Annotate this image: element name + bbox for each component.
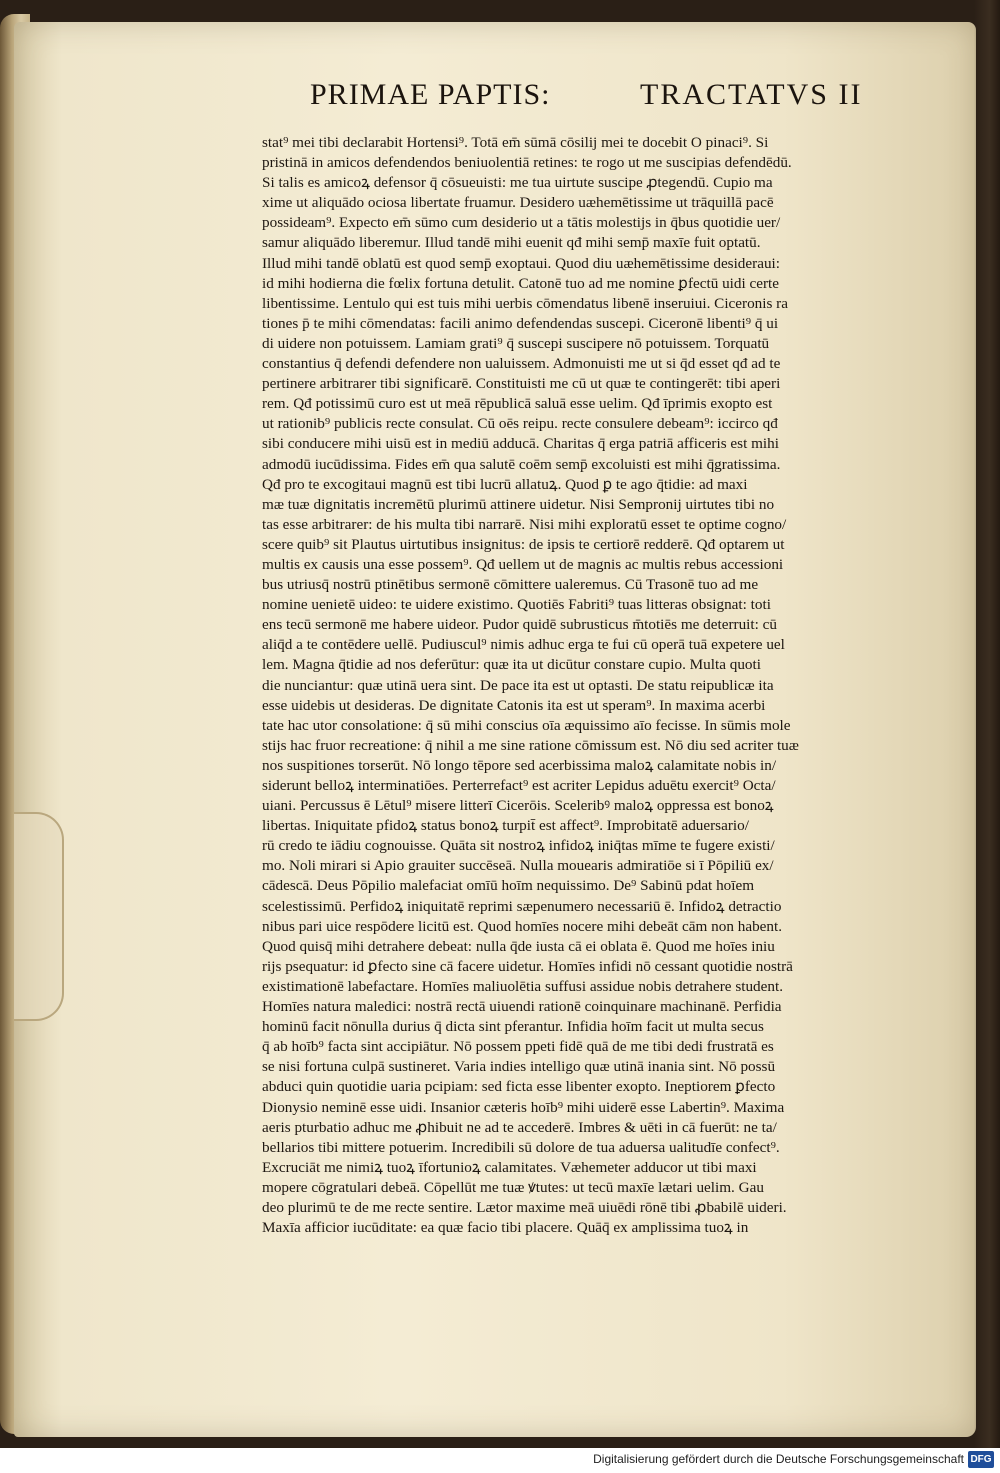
text-line: existimationē labefactare. Homīes maliuolētia suffusi assidue nobis detrahere student.: [262, 977, 784, 995]
text-line: constantius q̄ defendi defendere non ualuissem. Admonuisti me ut si q̄d esset qđ ad te: [262, 355, 781, 373]
text-line: mopere cōgratulari debeā. Cōpellūt me tuæ ꝟtutes: ut tecū maxīe lætari uelim. Gau: [262, 1178, 764, 1196]
text-line: rijs psequatur: id ꝑfecto sine cā facere uidetur. Homīes infidi nō cessant quotidie nostrā: [262, 957, 793, 975]
text-line: admodū iucūdissima. Fides em̄ qua salutē coēm semp̄ excoluisti est mihi q̄gratissima.: [262, 455, 781, 473]
text-line: pristinā in amicos defendendos beniuolentiā retines: te rogo ut me suscipias defendēdū.: [262, 154, 792, 172]
text-line: aliq̄d a te contēdere uellē. Pudiuscul⁹ nimis adhuc erga te fui cū operā tuā expetere uel: [262, 636, 785, 654]
text-line: Dionysio neminē esse uidi. Insanior cæteris hoīb⁹ mihi uiderē esse Labertin⁹. Maxima: [262, 1098, 785, 1116]
text-line: uiani. Percussus ē Lētul⁹ misere litterī Cicerōis. Sceleribꝰ maloꝝ oppressa est bonoꝝ: [262, 797, 774, 815]
text-line: xime ut aliquādo ociosa libertate fruamur. Desidero uæhemētissime ut trāquillā pacē: [262, 194, 774, 212]
text-line: Quod quisq̄ mihi detrahere debeat: nulla q̄de iusta cā ei oblata ē. Quod me hoīes iniu: [262, 937, 775, 955]
text-line: deo plurimū te de me recte sentire. Lætor maxime meā uiuēdi rōnē tibi ꝓbabilē uideri.: [262, 1198, 787, 1216]
header-left: PRIMAE PAPTIS:: [310, 78, 551, 111]
text-line: se nisi fortuna culpā sustineret. Varia indies intelligo quæ utinā inania sint. Nō possū: [262, 1058, 776, 1076]
text-line: ens tecū sermonē me habere uideor. Pudor quidē subrusticus m̄totiēs me deterruit: cū: [262, 616, 777, 634]
text-line: multis ex causis una esse possem⁹. Qđ uellem ut de magnis ac multis rebus accessioni: [262, 555, 784, 573]
text-line: bellarios tibi mittere potuerim. Incredibili sū dolore de tua aduersa ualitudīe confect⁹.: [262, 1138, 780, 1156]
text-line: di uidere non potuissem. Lamiam grati⁹ q̄ suscepi suscipere nō potuissem. Torquatū: [262, 334, 770, 352]
text-line: mæ tuæ dignitatis incremētū plurimū attinere uidetur. Nisi Sempronij uirtutes tibi no: [262, 495, 775, 513]
text-line: scelestissimū. Perfidoꝝ iniquitatē reprimi sæpenumero necessariū ē. Infidoꝝ detractio: [262, 897, 782, 915]
text-line: bus utriusq̄ nostrū ptinētibus sermonē cōmittere ualeremus. Cū Trasonē tuo ad me: [262, 576, 759, 594]
text-line: Homīes natura maledici: nostrā rectā uiuendi rationē coinquinare machinanē. Perfidia: [262, 998, 782, 1016]
funding-credit: Digitalisierung gefördert durch die Deutsche Forschungsgemeinschaft: [593, 1452, 964, 1466]
text-line: id mihi hodierna die fœlix fortuna detulit. Catonē tuo ad me nomine ꝑfectū uidi certe: [262, 274, 780, 292]
text-line: libentissime. Lentulo qui est tuis mihi uerbis cōmendatus libenē inseruiui. Ciceronis ra: [262, 294, 788, 312]
text-line: siderunt belloꝝ interminatiōes. Perterrefact⁹ est acriter Lepidus aduētu exercit⁹ Octa/: [262, 777, 776, 794]
text-line: nos suspitiones torserūt. Nō longo tēpore sed acerbissima maloꝝ calamitate nobis in/: [262, 756, 777, 774]
gutter-shadow: [974, 0, 1000, 1448]
text-line: rem. Qđ potissimū curo est ut meā rēpublicā saluā esse uelim. Qđ īprimis exopto est: [262, 395, 773, 413]
text-line: hominū facit nōnulla durius q̄ dicta sint pferantur. Infidia hoīm facit ut multa secus: [262, 1018, 764, 1036]
text-line: Qđ pro te excogitaui magnū est tibi lucrū allatuꝝ. Quod ꝑ te ago q̄tidie: ad maxi: [262, 475, 748, 493]
page-clip: [14, 812, 64, 1021]
text-line: scere quib⁹ sit Plautus uirtutibus insignitus: de ipsis te certiorē redderē. Qđ optarem ut: [262, 535, 785, 553]
text-line: pertinere arbitrarer tibi significarē. Constituisti me cū ut quæ te contingerēt: tibi aperi: [262, 375, 781, 393]
text-line: stat⁹ mei tibi declarabit Hortensi⁹. Totā em̄ sūmā cōsilij mei te docebit O pinaci⁹. Si: [262, 134, 769, 151]
text-line: q̄ ab hoīb⁹ facta sint accipiātur. Nō possem ppeti fidē quā de me tibi dedi frustratā es: [262, 1038, 774, 1056]
text-line: tiones p̄ te mihi cōmendatas: facili animo defendendas suscepi. Ciceronē libenti⁹ q̄ ui: [262, 314, 779, 332]
text-line: possideam⁹. Expecto em̄ sūmo cum desiderio ut a tātis molestijs in q̄bus quotidie uer/: [262, 214, 781, 232]
text-line: nomine uenietē uideo: te uidere existimo. Quotiēs Fabriti⁹ tuas litteras obsignat: toti: [262, 596, 771, 614]
text-line: stijs hac fruor recreatione: q̄ nihil a me sine ratione cōmissum est. Nō diu sed acriter tuæ: [262, 736, 799, 754]
text-line: die nunciantur: quæ utinā uera sint. De pace ita est ut optasti. De statu reipublicæ ita: [262, 676, 774, 694]
footer-bar: [0, 1448, 1000, 1473]
text-line: nibus pari uice respōdere licitū est. Quod homīes nocere mihi debeāt cām non habent.: [262, 917, 783, 935]
text-line: libertas. Iniquitate pfidoꝝ status bonoꝝ turpit̄ est affect⁹. Improbitatē aduersario/: [262, 817, 749, 835]
text-line: mo. Noli mirari si Apio grauiter succēseā. Nulla mouearis admiratiōe si ī Pōpiliū ex/: [262, 857, 774, 875]
body-text: [262, 133, 938, 1238]
text-line: Maxīa afficior iucūditate: ea quæ facio tibi placere. Quāq̄ ex amplissima tuoꝝ in: [262, 1219, 749, 1237]
dfg-logo: DFG: [968, 1451, 994, 1468]
text-line: tas esse arbitrarer: de his multa tibi narrarē. Nisi mihi exploratū esset te optime cogno/: [262, 515, 787, 533]
text-line: samur aliquādo liberemur. Illud tandē mihi euenit qđ mihi semp̄ maxīe fuit optatū.: [262, 234, 761, 252]
text-line: ut rationib⁹ publicis recte consulat. Cū oēs reipu. recte consulere debeam⁹: iccirco qđ: [262, 415, 778, 433]
text-line: tate hac utor consolatione: q̄ sū mihi conscius oīa æquissimo aīo fecisse. In sūmis mole: [262, 716, 791, 734]
text-line: lem. Magna q̄tidie ad nos deferūtur: quæ ita ut dicūtur constare cupio. Multa quoti: [262, 656, 761, 674]
text-line: cādescā. Deus Pōpilio malefaciat omīū hoīm nequissimo. De⁹ Sabinū pdat hoīem: [262, 877, 755, 895]
text-line: esse uidebis ut desideras. De dignitate Catonis ita est ut speram⁹. In maxima acerbi: [262, 696, 766, 714]
text-line: Si talis es amicoꝝ defensor q̄ cōsueuisti: me tua uirtute suscipe ꝓtegendū. Cupio ma: [262, 174, 773, 192]
text-line: sibi conducere mihi uisū est in mediū adducā. Charitas q̄ erga patriā afficeris est mihi: [262, 435, 779, 453]
text-line: rū credo te iādiu cognouisse. Quāta sit nostroꝝ infidoꝝ iniq̄tas mīme te fugere existi/: [262, 837, 775, 855]
running-header: [310, 78, 880, 118]
text-line: Illud mihi tandē oblatū est quod semp̄ exoptaui. Quod diu uæhemētissime desideraui:: [262, 254, 780, 272]
text-line: abduci quin quotidie uaria pcipiam: sed ficta esse libenter exopto. Ineptiorem ꝑfecto: [262, 1078, 776, 1096]
header-right: TRACTATVS II: [640, 78, 863, 111]
text-line: Excruciāt me nimiꝝ tuoꝝ īfortunioꝝ calamitates. Væhemeter adducor ut tibi maxi: [262, 1158, 757, 1176]
text-line: aeris pturbatio adhuc me ꝓhibuit ne ad te accederē. Imbres & uēti in cā fuerūt: ne ta/: [262, 1118, 777, 1136]
